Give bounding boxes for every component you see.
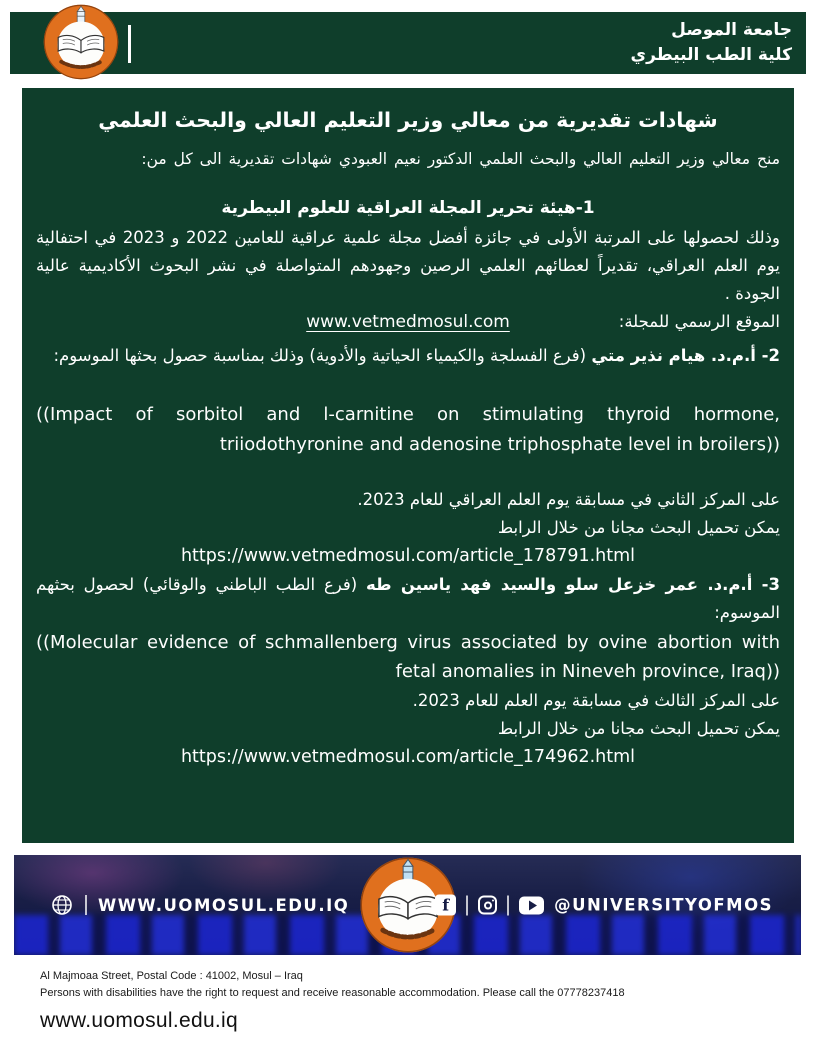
fineprint-block xyxy=(40,968,625,1033)
college-name: كلية الطب البيطري xyxy=(630,44,792,65)
section3-article-link[interactable]: https://www.vetmedmosul.com/article_174962.html xyxy=(180,746,636,767)
header-divider xyxy=(128,25,131,63)
banner-divider xyxy=(85,895,87,915)
youtube-icon[interactable] xyxy=(519,896,544,914)
section2-heading xyxy=(36,342,780,370)
banner-social-group xyxy=(435,895,773,916)
section3-paper-title: ((Molecular evidence of schmallenberg virus associated by ovine abortion with fetal anomalies in Nineveh province, Iraq)) xyxy=(36,631,780,683)
section2-awardee-name: 2- أ.م.د. هيام نذير متي xyxy=(591,346,780,366)
instagram-lens xyxy=(484,901,492,909)
page-title: شهادات تقديرية من معالي وزير التعليم العالي والبحث العلمي xyxy=(98,108,718,132)
accessibility-line: Persons with disabilities have the right to request and receive reasonable accommodation. Please call the 07778237418 xyxy=(40,987,625,1000)
journal-site-label: الموقع الرسمي للمجلة: xyxy=(618,312,780,332)
section3-download-note: يمكن تحميل البحث مجانا من خلال الرابط xyxy=(497,718,780,738)
header-bar xyxy=(10,12,806,74)
section1-heading: 1-هيئة تحرير المجلة العراقية للعلوم البيطرية xyxy=(221,198,595,218)
section2-download-note: يمكن تحميل البحث مجانا من خلال الرابط xyxy=(497,517,780,537)
university-name: جامعة الموصل xyxy=(671,20,792,40)
social-handle: @UNIVERSITYOFMOS xyxy=(554,895,773,915)
section3-heading-rest: (فرع الطب الباطني والوقائي) لحصول بحثهم الموسوم: xyxy=(36,575,780,623)
instagram-dot xyxy=(492,899,494,901)
banner-website-group xyxy=(50,893,349,917)
university-website-link[interactable]: www.uomosul.edu.iq xyxy=(40,1009,238,1033)
intro-text: منح معالي وزير التعليم العالي والبحث العلمي الدكتور نعيم العبودي شهادات تقديرية الى كل من: xyxy=(141,150,780,168)
section2-article-link[interactable]: https://www.vetmedmosul.com/article_178791.html xyxy=(180,545,636,566)
footer-banner xyxy=(14,855,801,955)
instagram-icon[interactable] xyxy=(478,896,497,915)
address-line: Al Majmoaa Street, Postal Code : 41002, Mosul – Iraq xyxy=(40,970,303,982)
header-titles xyxy=(631,18,792,67)
section3-awardee-name: 3- أ.م.د. عمر خزعل سلو والسيد فهد ياسين طه xyxy=(366,575,780,595)
section3-heading xyxy=(36,571,780,627)
banner-website-link[interactable]: WWW.UOMOSUL.EDU.IQ xyxy=(98,895,350,915)
section1-body: وذلك لحصولها على المرتبة الأولى في جائزة أفضل مجلة علمية عراقية للعامين 2022 و 2023 في احتفالية يوم العلم العراقي، تقديراً لعطائهم العلمي الرصين وجهودهم المتواصلة في نشر البحوث الأكاديمية عالية الجودة . xyxy=(36,228,780,304)
banner-divider xyxy=(507,895,509,915)
section2-award-text: على المركز الثاني في مسابقة يوم العلم العراقي للعام 2023. xyxy=(357,489,780,509)
university-logo-icon xyxy=(43,4,119,80)
journal-site-link[interactable]: www.vetmedmosul.com xyxy=(306,312,510,333)
announcement-panel xyxy=(22,88,794,843)
banner-divider xyxy=(466,895,468,915)
section3-award-text: على المركز الثالث في مسابقة يوم العلم للعام 2023. xyxy=(412,690,780,710)
journal-site-row xyxy=(36,310,780,340)
youtube-play-triangle xyxy=(529,900,537,910)
section2-paper-title: ((Impact of sorbitol and l-carnitine on stimulating thyroid hormone, triiodothyronine and adenosine triphosphate level in broilers)) xyxy=(36,404,780,455)
facebook-icon[interactable]: f xyxy=(435,895,456,916)
globe-icon xyxy=(50,893,74,917)
section2-heading-rest: (فرع الفسلجة والكيمياء الحياتية والأدوية) وذلك بمناسبة حصول بحثها الموسوم: xyxy=(53,346,592,366)
